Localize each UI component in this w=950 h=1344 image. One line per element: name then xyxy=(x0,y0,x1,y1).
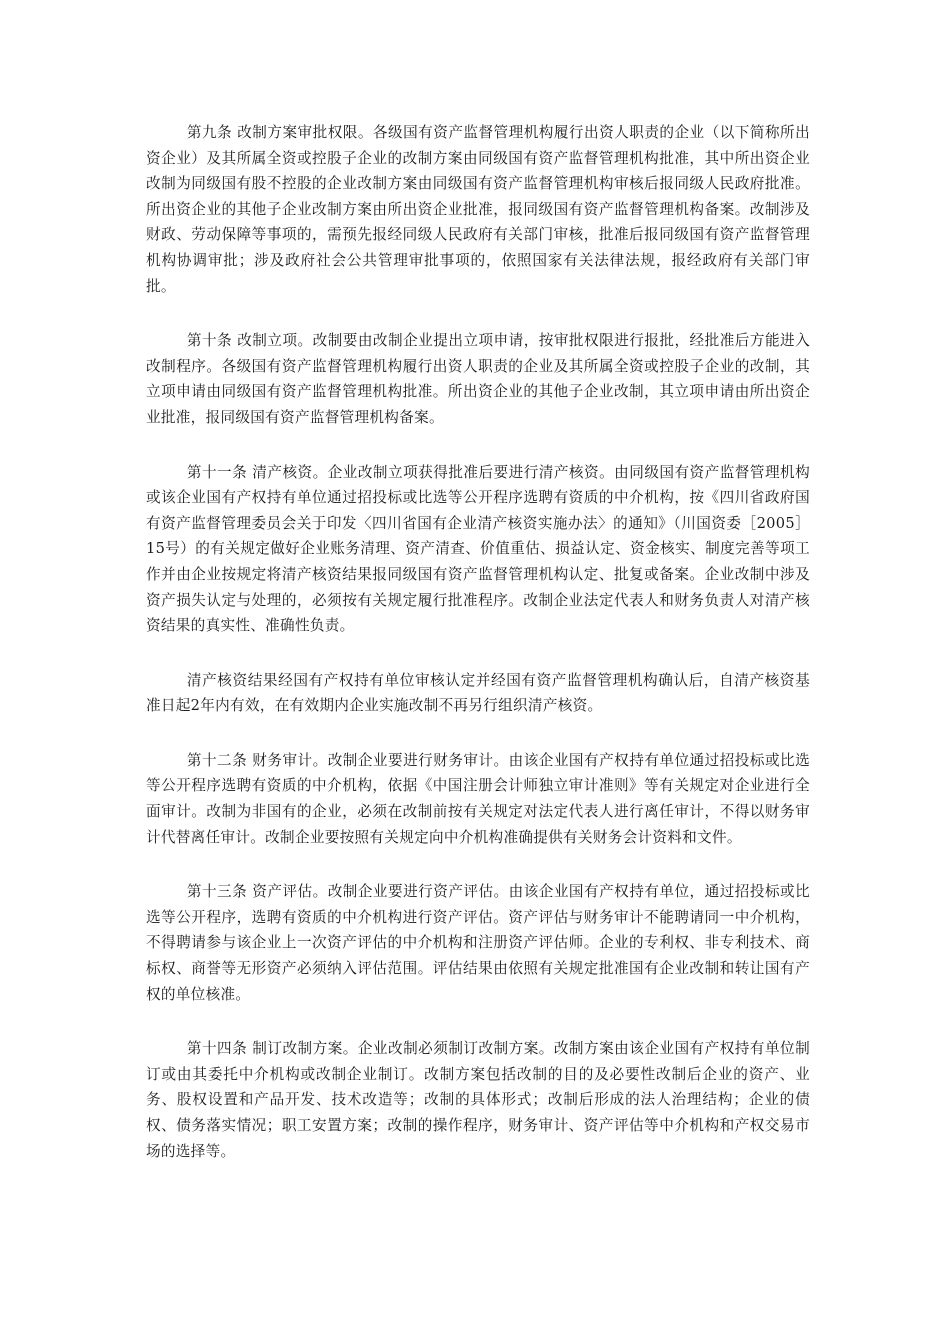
article-14-paragraph: 第十四条 制订改制方案。企业改制必须制订改制方案。改制方案由该企业国有产权持有单位制订或由其委托中介机构或改制企业制订。改制方案包括改制的目的及必要性改制后企业的资产、业务、股权设置和产品开发、技术改造等；改制的具体形式；改制后形成的法人治理结构；企业的债权、债务落实情况；职工安置方案；改制的操作程序，财务审计、资产评估等中介机构和产权交易市场的选择等。 xyxy=(146,1040,810,1160)
article-13-paragraph: 第十三条 资产评估。改制企业要进行资产评估。由该企业国有产权持有单位，通过招投标或比选等公开程序，选聘有资质的中介机构进行资产评估。资产评估与财务审计不能聘请同一中介机构，不得聘请参与该企业上一次资产评估的中介机构和注册资产评估师。企业的专利权、非专利技术、商标权、商誉等无形资产必须纳入评估范围。评估结果由依照有关规定批准国有企业改制和转让国有产权的单位核准。 xyxy=(146,883,810,1003)
article-12-paragraph: 第十二条 财务审计。改制企业要进行财务审计。由该企业国有产权持有单位通过招投标或比选等公开程序选聘有资质的中介机构，依据《中国注册会计师独立审计准则》等有关规定对企业进行全面审计。改制为非国有的企业，必须在改制前按有关规定对法定代表人进行离任审计，不得以财务审计代替离任审计。改制企业要按照有关规定向中介机构准确提供有关财务会计资料和文件。 xyxy=(146,751,810,846)
article-10-paragraph: 第十条 改制立项。改制要由改制企业提出立项申请，按审批权限进行报批，经批准后方能进入改制程序。各级国有资产监督管理机构履行出资人职责的企业及其所属全资或控股子企业的改制，其立项申请由同级国有资产监督管理机构批准。所出资企业的其他子企业改制，其立项申请由所出资企业批准，报同级国有资产监督管理机构备案。 xyxy=(146,332,810,426)
article-9-paragraph: 第九条 改制方案审批权限。各级国有资产监督管理机构履行出资人职责的企业（以下简称所出资企业）及其所属全资或控股子企业的改制方案由同级国有资产监督管理机构批准，其中所出资企业改制为同级国有股不控股的企业改制方案由同级国有资产监督管理机构审核后报同级人民政府批准。所出资企业的其他子企业改制方案由所出资企业批准，报同级国有资产监督管理机构备案。改制涉及财政、劳动保障等事项的，需预先报经同级人民政府有关部门审核，批准后报同级国有资产监督管理机构协调审批；涉及政府社会公共管理审批事项的，依照国家有关法律法规，报经政府有关部门审批。 xyxy=(146,124,810,295)
document-page xyxy=(146,120,810,1164)
article-11-paragraph: 第十一条 清产核资。企业改制立项获得批准后要进行清产核资。由同级国有资产监督管理机构或该企业国有产权持有单位通过招投标或比选等公开程序选聘有资质的中介机构，按《四川省政府国有资产监督管理委员会关于印发〈四川省国有企业清产核资实施办法〉的通知》（川国资委［2005］15号）的有关规定做好企业账务清理、资产清查、价值重估、损益认定、资金核实、制度完善等项工作并由企业按规定将清产核资结果报同级国有资产监督管理机构认定、批复或备案。企业改制中涉及资产损失认定与处理的，必须按有关规定履行批准程序。改制企业法定代表人和财务负责人对清产核资结果的真实性、准确性负责。 xyxy=(146,463,810,635)
article-11-continuation-paragraph: 清产核资结果经国有产权持有单位审核认定并经国有资产监督管理机构确认后，自清产核资基准日起2年内有效，在有效期内企业实施改制不再另行组织清产核资。 xyxy=(146,671,810,715)
